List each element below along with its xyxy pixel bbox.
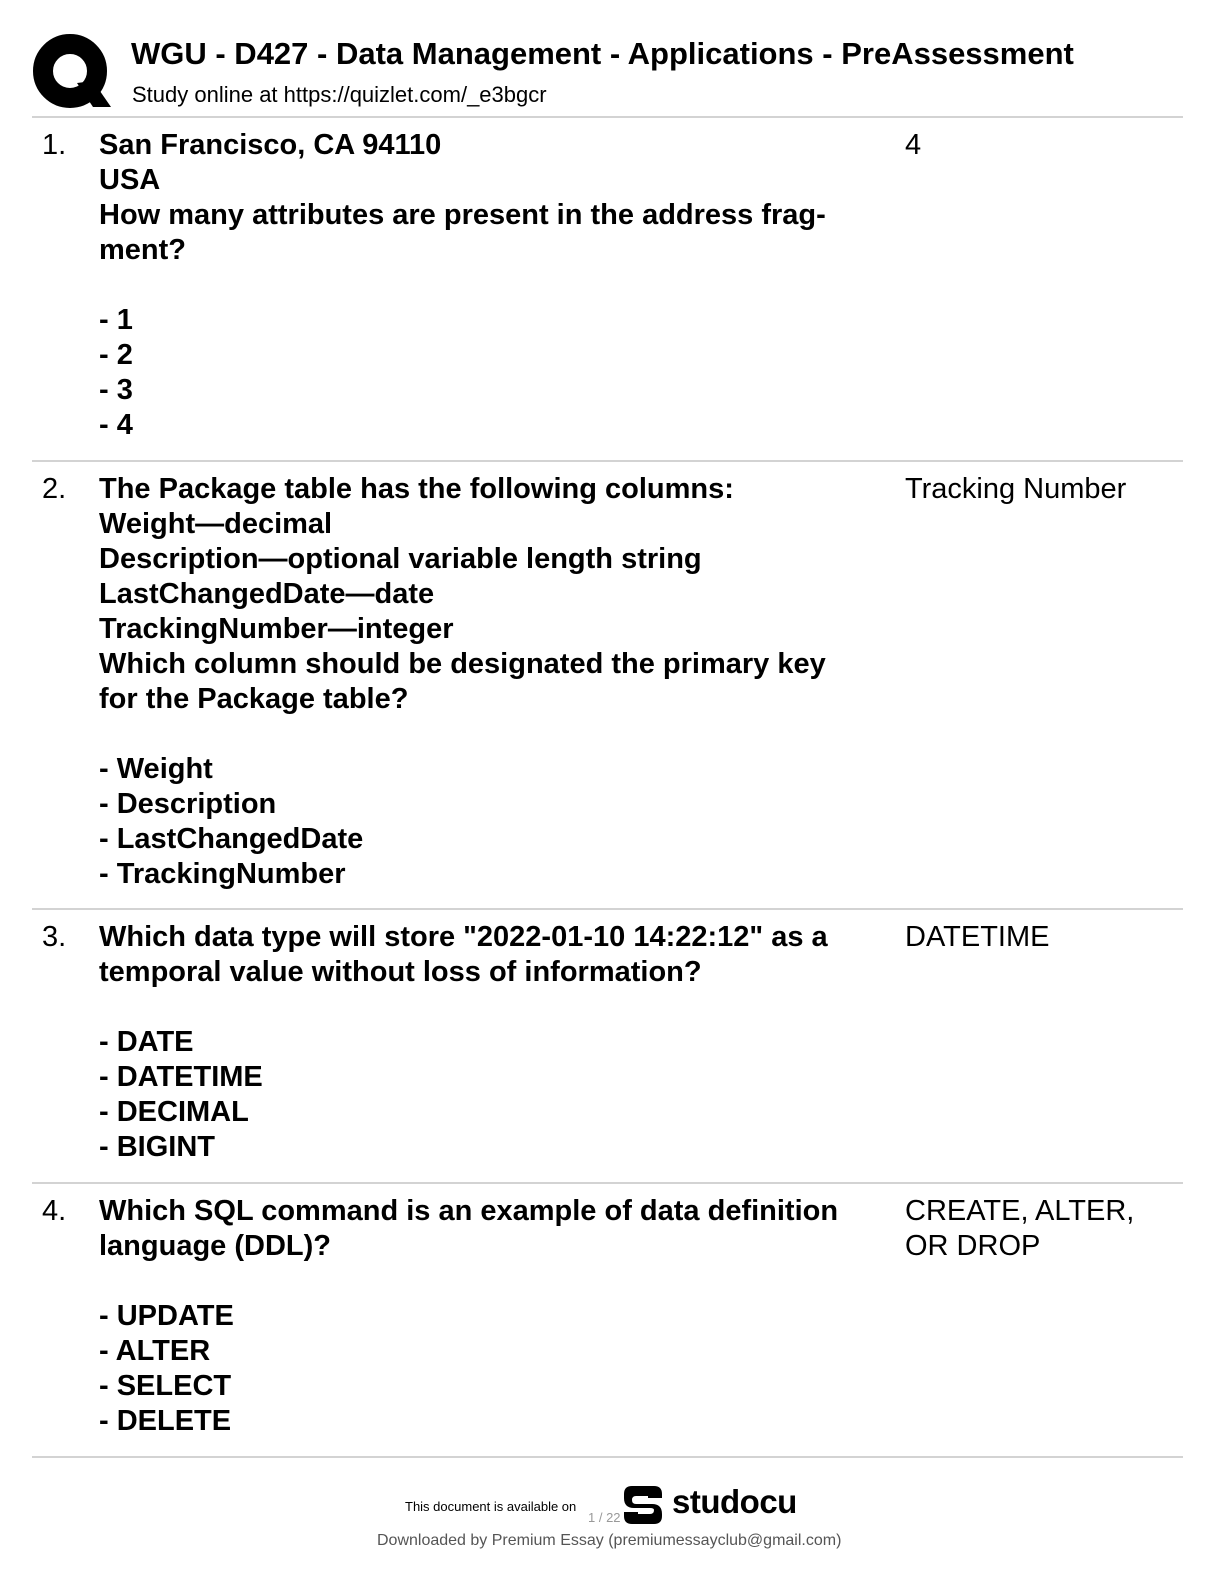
answer-line: 4 [905, 129, 922, 161]
answer-option: - SELECT [99, 1370, 232, 1402]
answer-option: - ALTER [99, 1335, 211, 1367]
question-line: How many attributes are present in the address frag- [99, 199, 826, 231]
answer-option: - Description [99, 788, 277, 820]
question-line: temporal value without loss of information? [99, 956, 702, 988]
answer-line: CREATE, ALTER, [905, 1195, 1135, 1227]
answer-option: - Weight [99, 753, 213, 785]
divider [32, 116, 1183, 118]
divider [32, 460, 1183, 462]
answer-option: - DATETIME [99, 1061, 263, 1093]
answer-line: Tracking Number [905, 473, 1127, 505]
answer-option: - LastChangedDate [99, 823, 364, 855]
answer-option: - DATE [99, 1026, 194, 1058]
question-line: TrackingNumber—integer [99, 613, 454, 645]
answer-option: - DECIMAL [99, 1096, 249, 1128]
answer-option: - 4 [99, 409, 133, 441]
question-line: Which SQL command is an example of data definition [99, 1195, 839, 1227]
study-link[interactable]: Study online at https://quizlet.com/_e3bgcr [132, 82, 547, 107]
question-line: The Package table has the following columns: [99, 473, 734, 505]
footer-available-text: This document is available on [405, 1499, 577, 1514]
page-indicator: 1 / 22 [588, 1510, 621, 1525]
answer-option: - UPDATE [99, 1300, 234, 1332]
divider [32, 1182, 1183, 1184]
question-line: ment? [99, 234, 186, 266]
question-line: San Francisco, CA 94110 [99, 129, 442, 161]
question-text [99, 128, 899, 443]
question-line: language (DDL)? [99, 1230, 331, 1262]
question-text [99, 920, 899, 1165]
question-line: LastChangedDate—date [99, 578, 435, 610]
question-text [99, 1194, 899, 1439]
studocu-brand[interactable]: studocu [672, 1483, 797, 1520]
question-line: for the Package table? [99, 683, 409, 715]
question-number: 1. [42, 129, 67, 161]
document-title: WGU - D427 - Data Management - Applications - PreAssessment [131, 36, 1074, 71]
answer-option: - 2 [99, 339, 133, 371]
question-line: Which column should be designated the primary key [99, 648, 826, 680]
answer-option: - 3 [99, 374, 133, 406]
divider [32, 1456, 1183, 1458]
divider [32, 908, 1183, 910]
studocu-logo-icon[interactable] [620, 1482, 666, 1528]
answer-line: OR DROP [905, 1230, 1041, 1262]
answer-option: - BIGINT [99, 1131, 215, 1163]
question-number: 2. [42, 473, 67, 505]
answer-line: DATETIME [905, 921, 1050, 953]
answer-option: - DELETE [99, 1405, 232, 1437]
question-line: Which data type will store "2022-01-10 14:22:12" as a [99, 921, 828, 953]
question-line: USA [99, 164, 161, 196]
answer-option: - 1 [99, 304, 133, 336]
question-line: Description—optional variable length string [99, 543, 702, 575]
correct-answer [905, 920, 1175, 955]
correct-answer [905, 128, 1175, 163]
quizlet-logo-icon [33, 33, 113, 113]
downloaded-by-text: Downloaded by Premium Essay (premiumessayclub@gmail.com) [377, 1532, 842, 1549]
answer-option: - TrackingNumber [99, 858, 346, 890]
correct-answer [905, 472, 1175, 507]
question-number: 3. [42, 921, 67, 953]
question-line: Weight—decimal [99, 508, 333, 540]
question-number: 4. [42, 1195, 67, 1227]
correct-answer [905, 1194, 1175, 1264]
question-text [99, 472, 899, 892]
page-header [0, 0, 1224, 120]
